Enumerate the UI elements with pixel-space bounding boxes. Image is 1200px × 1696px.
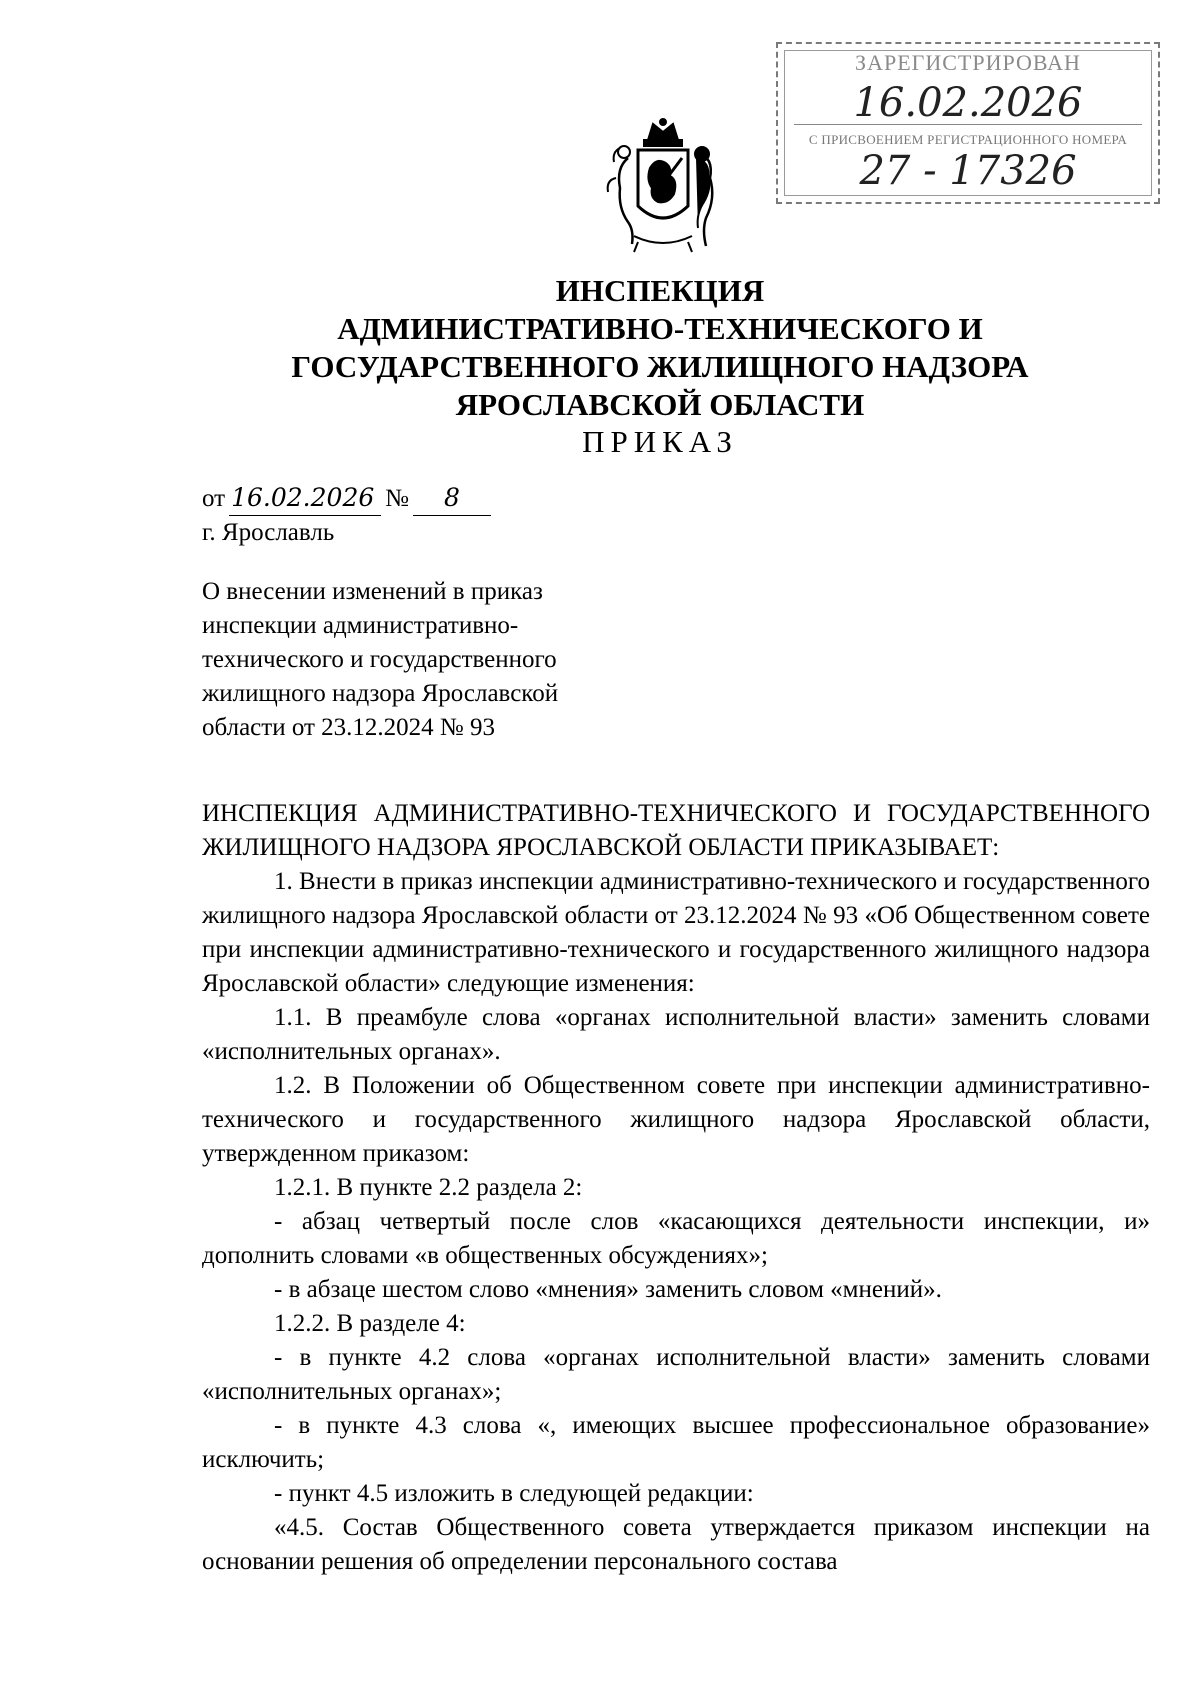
paragraph-1-2-2-c: - пункт 4.5 изложить в следующей редакции: [274,1480,754,1507]
stamp-title: ЗАРЕГИСТРИРОВАН [855,50,1081,75]
document-type: ПРИКАЗ [582,424,738,459]
number-label: № [385,485,409,512]
city: г. Ярославль [202,519,335,546]
stamp-registration-number: 27 - 17326 [859,148,1077,194]
organization-name [200,272,1120,424]
paragraph-1-2-1-a: - абзац четвертый после слов «касающихся деятельности инспекции, и» дополнить словами «в общественных обсуждениях»; [202,1208,1150,1269]
paragraph-1-2-2-a: - в пункте 4.2 слова «органах исполнительной власти» заменить словами «исполнительных органах»; [202,1344,1150,1405]
registration-stamp [776,42,1160,204]
order-number: 8 [413,481,491,516]
from-label: от [202,485,226,512]
date-number-line [202,481,495,516]
order-date: 16.02.2026 [229,481,381,516]
stamp-caption: С ПРИСВОЕНИЕМ РЕГИСТРАЦИОННОГО НОМЕРА [808,132,1128,147]
yaroslavl-coat-of-arms-icon [598,118,728,258]
paragraph-1-2-2: 1.2.2. В разделе 4: [274,1310,466,1337]
order-body [202,797,1150,1579]
order-subject: О внесении изменений в приказ инспекции административно-технического и государственного жилищного надзора Ярославской области от 23.12.2024 № 93 [202,578,559,741]
organization-line-1: ИНСПЕКЦИЯ [555,273,765,308]
organization-line-2: АДМИНИСТРАТИВНО-ТЕХНИЧЕСКОГО И [337,311,983,346]
paragraph-1-2-2-b: - в пункте 4.3 слова «, имеющих высшее профессиональное образование» исключить; [202,1412,1150,1473]
organization-line-4: ЯРОСЛАВСКОЙ ОБЛАСТИ [455,387,865,422]
paragraph-1-1: 1.1. В преамбуле слова «органах исполнительной власти» заменить словами «исполнительных органах». [202,1004,1150,1065]
paragraph-1-2-1-b: - в абзаце шестом слово «мнения» заменить словом «мнений». [274,1276,942,1303]
organization-line-3: ГОСУДАРСТВЕННОГО ЖИЛИЩНОГО НАДЗОРА [291,349,1029,384]
paragraph-1: 1. Внести в приказ инспекции административно-технического и государственного жилищного надзора Ярославской области от 23.12.2024 № 93 «Об Общественном совете при инспекции административно-технического и государственного жилищного надзора Ярославской области» следующие изменения: [202,868,1150,997]
stamp-divider [794,124,1142,125]
paragraph-4-5: «4.5. Состав Общественного совета утверждается приказом инспекции на основании решения об определении персонального состава [202,1514,1150,1575]
paragraph-1-2: 1.2. В Положении об Общественном совете при инспекции административно-технического и государственного жилищного надзора Ярославской области, утвержденном приказом: [202,1072,1150,1167]
stamp-date: 16.02.2026 [853,80,1083,126]
paragraph-1-2-1: 1.2.1. В пункте 2.2 раздела 2: [274,1174,583,1201]
document-meta [202,481,495,550]
order-heading: ИНСПЕКЦИЯ АДМИНИСТРАТИВНО-ТЕХНИЧЕСКОГО И ГОСУДАРСТВЕННОГО ЖИЛИЩНОГО НАДЗОРА ЯРОСЛАВСКОЙ ОБЛАСТИ ПРИКАЗЫВАЕТ: [202,800,1150,861]
